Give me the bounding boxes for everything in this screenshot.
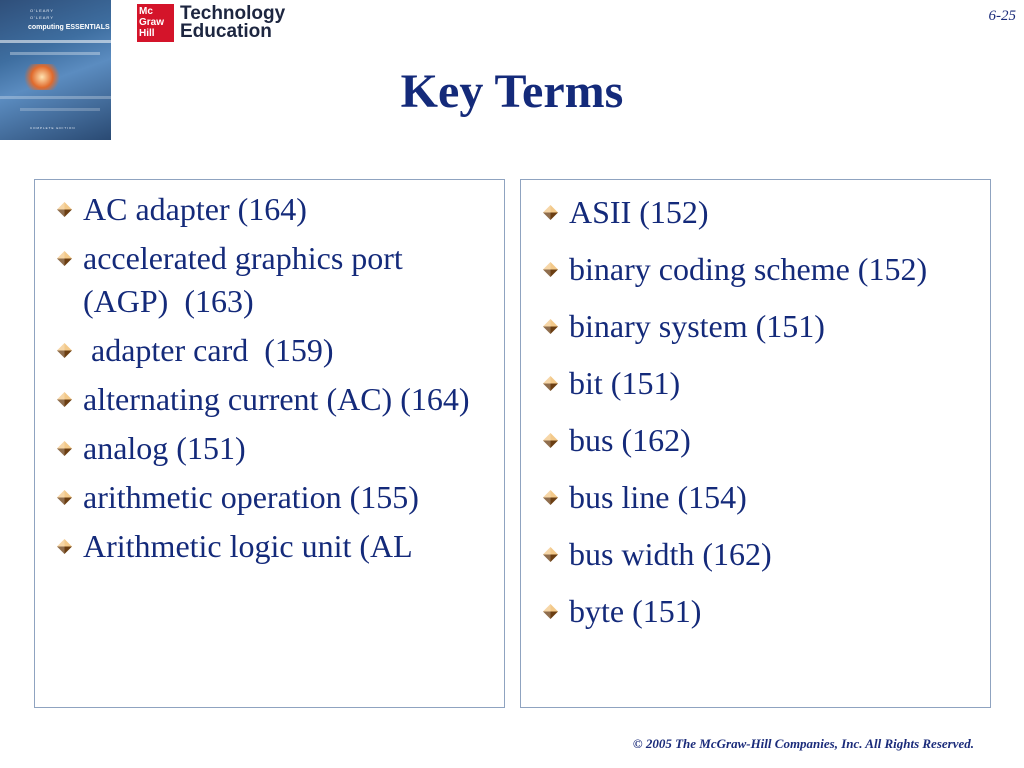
term-text: bus (162)	[569, 422, 691, 458]
diamond-bullet-icon	[57, 539, 72, 554]
term-text: binary system (151)	[569, 308, 825, 344]
diamond-bullet-icon	[543, 376, 558, 391]
term-list-item	[83, 378, 496, 421]
diamond-bullet-icon	[57, 202, 72, 217]
diamond-bullet-icon	[543, 262, 558, 277]
term-list-item	[569, 533, 982, 576]
term-list-item	[569, 476, 982, 519]
diamond-bullet-icon	[543, 490, 558, 505]
logo-text: Technology Education	[180, 3, 286, 42]
left-terms-panel	[34, 179, 505, 708]
term-text: byte (151)	[569, 593, 702, 629]
slide-title: Key Terms	[400, 65, 624, 118]
term-text: Arithmetic logic unit (AL	[83, 528, 413, 564]
cover-author: O'LEARY	[30, 15, 54, 20]
cover-title: computing ESSENTIALS	[28, 24, 110, 31]
term-list-item	[569, 362, 982, 405]
term-text: accelerated graphics port (AGP) (163)	[83, 240, 411, 319]
diamond-bullet-icon	[57, 392, 72, 407]
term-list-item	[569, 419, 982, 462]
diamond-bullet-icon	[57, 251, 72, 266]
term-text: ASII (152)	[569, 194, 709, 230]
term-text: bus line (154)	[569, 479, 747, 515]
term-text: bit (151)	[569, 365, 681, 401]
term-list-item	[83, 476, 496, 519]
term-text: bus width (162)	[569, 536, 772, 572]
term-list-item	[569, 305, 982, 348]
diamond-bullet-icon	[543, 604, 558, 619]
term-text: adapter card (159)	[83, 332, 334, 368]
copyright-footer: © 2005 The McGraw-Hill Companies, Inc. All Rights Reserved.	[632, 736, 974, 751]
diamond-bullet-icon	[543, 547, 558, 562]
mcgraw-hill-logo-box: Mc Graw Hill	[137, 4, 174, 42]
left-terms-list	[35, 180, 504, 568]
term-list-item	[83, 525, 496, 568]
right-terms-panel	[520, 179, 991, 708]
term-list-item	[569, 248, 982, 291]
term-text: analog (151)	[83, 430, 246, 466]
slide-number: 6-25	[988, 8, 1016, 24]
term-list-item	[569, 191, 982, 234]
cover-edition: COMPLETE EDITION	[30, 126, 76, 130]
term-text: AC adapter (164)	[83, 191, 307, 227]
term-list-item	[569, 590, 982, 633]
cover-author: O'LEARY	[30, 8, 54, 13]
term-text: arithmetic operation (155)	[83, 479, 419, 515]
diamond-bullet-icon	[543, 319, 558, 334]
diamond-bullet-icon	[57, 343, 72, 358]
diamond-bullet-icon	[543, 433, 558, 448]
term-list-item	[83, 188, 496, 231]
term-list-item	[83, 427, 496, 470]
publisher-logo	[137, 4, 285, 42]
term-list-item	[83, 329, 496, 372]
term-list-item	[83, 237, 496, 323]
diamond-bullet-icon	[57, 490, 72, 505]
right-terms-list	[521, 180, 990, 633]
diamond-bullet-icon	[543, 205, 558, 220]
term-text: binary coding scheme (152)	[569, 251, 928, 287]
diamond-bullet-icon	[57, 441, 72, 456]
term-text: alternating current (AC) (164)	[83, 381, 470, 417]
